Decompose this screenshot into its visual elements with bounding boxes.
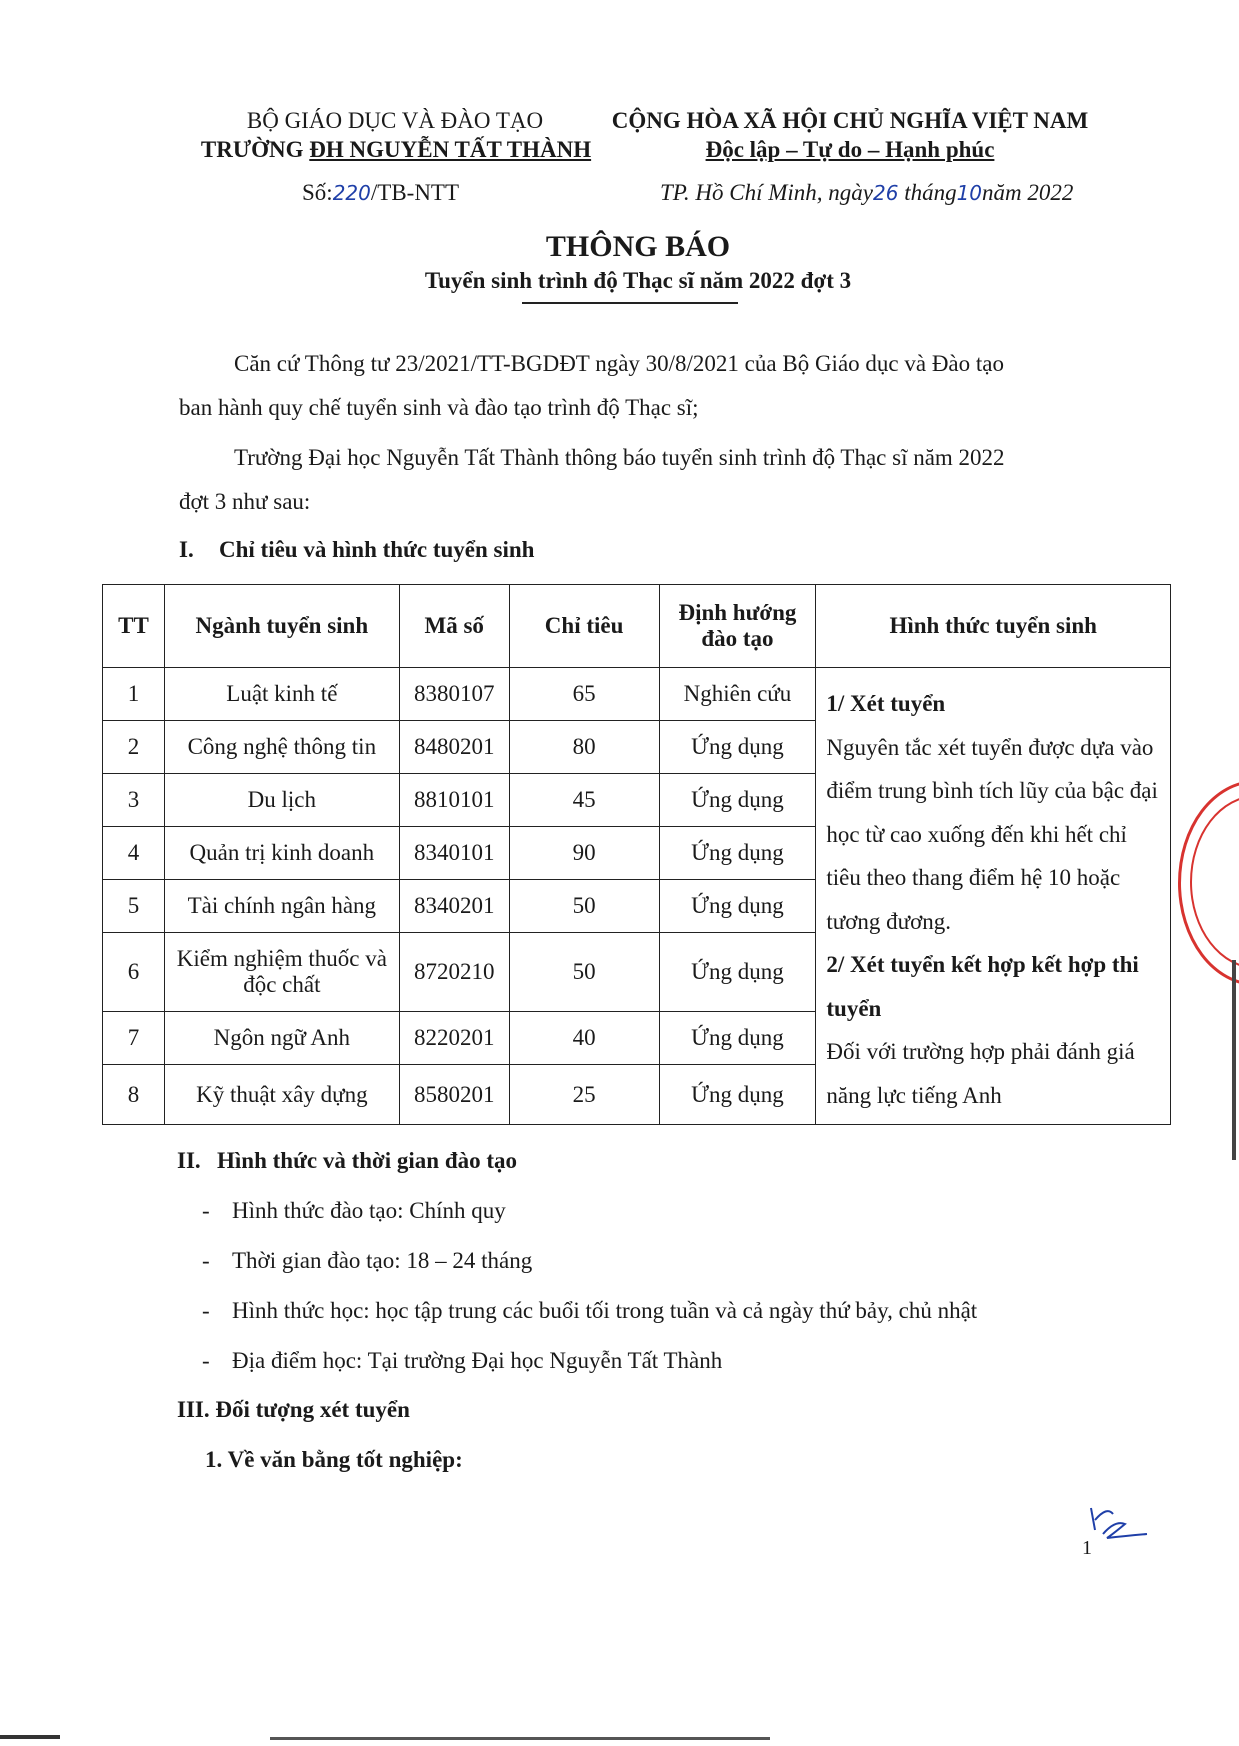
scan-edge-mark	[1232, 960, 1236, 1160]
method-1-heading: 1/ Xét tuyển	[826, 691, 946, 716]
motto	[600, 137, 1100, 163]
initial-signature	[1085, 1500, 1155, 1545]
row-quota: 90	[509, 827, 659, 880]
number-prefix: Số:	[302, 180, 333, 205]
section-1-heading	[179, 537, 534, 563]
list-item-text: Địa điểm học: Tại trường Đại học Nguyễn Tất Thành	[232, 1348, 723, 1373]
row-quota: 80	[509, 721, 659, 774]
section-2-heading	[177, 1148, 517, 1174]
document-subtitle: Tuyển sinh trình độ Thạc sĩ năm 2022 đợt 3	[424, 268, 852, 293]
row-major: Luật kinh tế	[164, 668, 399, 721]
row-code: 8220201	[399, 1012, 509, 1065]
row-major: Du lịch	[164, 774, 399, 827]
row-tt: 4	[103, 827, 165, 880]
section-3-heading: III. Đối tượng xét tuyển	[177, 1397, 410, 1422]
handwritten-number: 220	[332, 181, 371, 205]
row-tt: 3	[103, 774, 165, 827]
row-code: 8580201	[399, 1065, 509, 1125]
intro-p2-line2: đợt 3 như sau:	[179, 489, 311, 514]
list-item: - Địa điểm học: Tại trường Đại học Nguyễn Tất Thành	[202, 1348, 723, 1373]
table-header-row	[103, 585, 1171, 668]
title-underline	[522, 302, 738, 304]
republic-name: CỘNG HÒA XÃ HỘI CHỦ NGHĨA VIỆT NAM	[611, 108, 1089, 133]
row-tt: 7	[103, 1012, 165, 1065]
scan-edge-mark	[0, 1735, 60, 1739]
row-tt: 2	[103, 721, 165, 774]
row-code: 8720210	[399, 933, 509, 1012]
row-quota: 65	[509, 668, 659, 721]
intro-p1-line1: Căn cứ Thông tư 23/2021/TT-BGDĐT ngày 30/8/2021 của Bộ Giáo dục và Đào tạo	[234, 351, 1004, 376]
row-quota: 50	[509, 933, 659, 1012]
document-title: THÔNG BÁO	[545, 230, 731, 263]
row-orientation: Ứng dụng	[659, 827, 816, 880]
row-tt: 1	[103, 668, 165, 721]
row-major: Kiểm nghiệm thuốc và độc chất	[164, 933, 399, 1012]
section-2-number: II.	[177, 1148, 201, 1173]
admission-table	[102, 584, 1171, 1125]
header-code: Mã số	[399, 585, 509, 668]
school-name	[176, 137, 616, 163]
row-code: 8480201	[399, 721, 509, 774]
row-orientation: Ứng dụng	[659, 721, 816, 774]
row-tt: 6	[103, 933, 165, 1012]
row-code: 8380107	[399, 668, 509, 721]
ministry-name: BỘ GIÁO DỤC VÀ ĐÀO TẠO	[246, 108, 544, 133]
number-suffix: /TB-NTT	[370, 180, 460, 205]
section-1-number: I.	[179, 537, 194, 562]
row-orientation: Ứng dụng	[659, 933, 816, 1012]
handwritten-day: 26	[872, 181, 899, 205]
table-row	[103, 668, 1171, 721]
method-2-text: Đối với trường hợp phải đánh giá năng lực tiếng Anh	[826, 1039, 1135, 1108]
motto-text: Độc lập – Tự do – Hạnh phúc	[705, 137, 995, 162]
admission-method-cell	[816, 668, 1171, 1125]
header-method: Hình thức tuyển sinh	[816, 585, 1171, 668]
intro-p1-line2: ban hành quy chế tuyển sinh và đào tạo trình độ Thạc sĩ;	[179, 395, 699, 420]
row-quota: 40	[509, 1012, 659, 1065]
row-quota: 50	[509, 880, 659, 933]
date-prefix: TP. Hồ Chí Minh, ngày	[660, 180, 873, 205]
list-item-text: Hình thức học: học tập trung các buổi tối trong tuần và cả ngày thứ bảy, chủ nhật	[232, 1298, 978, 1323]
list-item: - Hình thức đào tạo: Chính quy	[202, 1198, 506, 1223]
row-tt: 8	[103, 1065, 165, 1125]
row-quota: 45	[509, 774, 659, 827]
row-code: 8340101	[399, 827, 509, 880]
header-tt: TT	[103, 585, 165, 668]
row-code: 8340201	[399, 880, 509, 933]
school-prefix: TRƯỜNG	[200, 137, 310, 162]
list-item-text: Thời gian đào tạo: 18 – 24 tháng	[232, 1248, 533, 1273]
header-major: Ngành tuyển sinh	[164, 585, 399, 668]
handwritten-month: 10	[956, 181, 983, 205]
row-major: Tài chính ngân hàng	[164, 880, 399, 933]
section-1-title: Chỉ tiêu và hình thức tuyển sinh	[219, 537, 535, 562]
header-quota: Chỉ tiêu	[509, 585, 659, 668]
header-orientation: Định hướng đào tạo	[659, 585, 816, 668]
method-1-text: Nguyên tắc xét tuyển được dựa vào điểm trung bình tích lũy của bậc đại học từ cao xuống đến khi hết chỉ tiêu theo thang điểm hệ 10 hoặc tương đương.	[826, 734, 1158, 934]
page-number: 1	[1082, 1537, 1092, 1559]
row-major: Ngôn ngữ Anh	[164, 1012, 399, 1065]
section-2-title: Hình thức và thời gian đào tạo	[217, 1148, 518, 1173]
list-item: - Hình thức học: học tập trung các buổi tối trong tuần và cả ngày thứ bảy, chủ nhật	[202, 1298, 978, 1323]
row-major: Kỹ thuật xây dựng	[164, 1065, 399, 1125]
date-month-label: tháng	[904, 180, 957, 205]
date-year: năm 2022	[982, 180, 1074, 205]
method-2-heading: 2/ Xét tuyển kết hợp kết hợp thi tuyển	[826, 952, 1139, 1021]
row-orientation: Ứng dụng	[659, 880, 816, 933]
intro-p2-line1: Trường Đại học Nguyễn Tất Thành thông báo tuyển sinh trình độ Thạc sĩ năm 2022	[234, 445, 1005, 470]
row-code: 8810101	[399, 774, 509, 827]
section-3-subheading: 1. Về văn bằng tốt nghiệp:	[205, 1447, 463, 1472]
row-quota: 25	[509, 1065, 659, 1125]
document-number	[302, 180, 459, 206]
row-orientation: Ứng dụng	[659, 1065, 816, 1125]
row-orientation: Nghiên cứu	[659, 668, 816, 721]
school-name-underlined: ĐH NGUYỄN TẤT THÀNH	[309, 137, 592, 162]
row-orientation: Ứng dụng	[659, 1012, 816, 1065]
list-item-text: Hình thức đào tạo: Chính quy	[232, 1198, 506, 1223]
row-tt: 5	[103, 880, 165, 933]
scan-edge-mark	[270, 1737, 770, 1740]
document-date	[660, 180, 1073, 206]
row-major: Quản trị kinh doanh	[164, 827, 399, 880]
list-item: - Thời gian đào tạo: 18 – 24 tháng	[202, 1248, 533, 1273]
row-major: Công nghệ thông tin	[164, 721, 399, 774]
row-orientation: Ứng dụng	[659, 774, 816, 827]
